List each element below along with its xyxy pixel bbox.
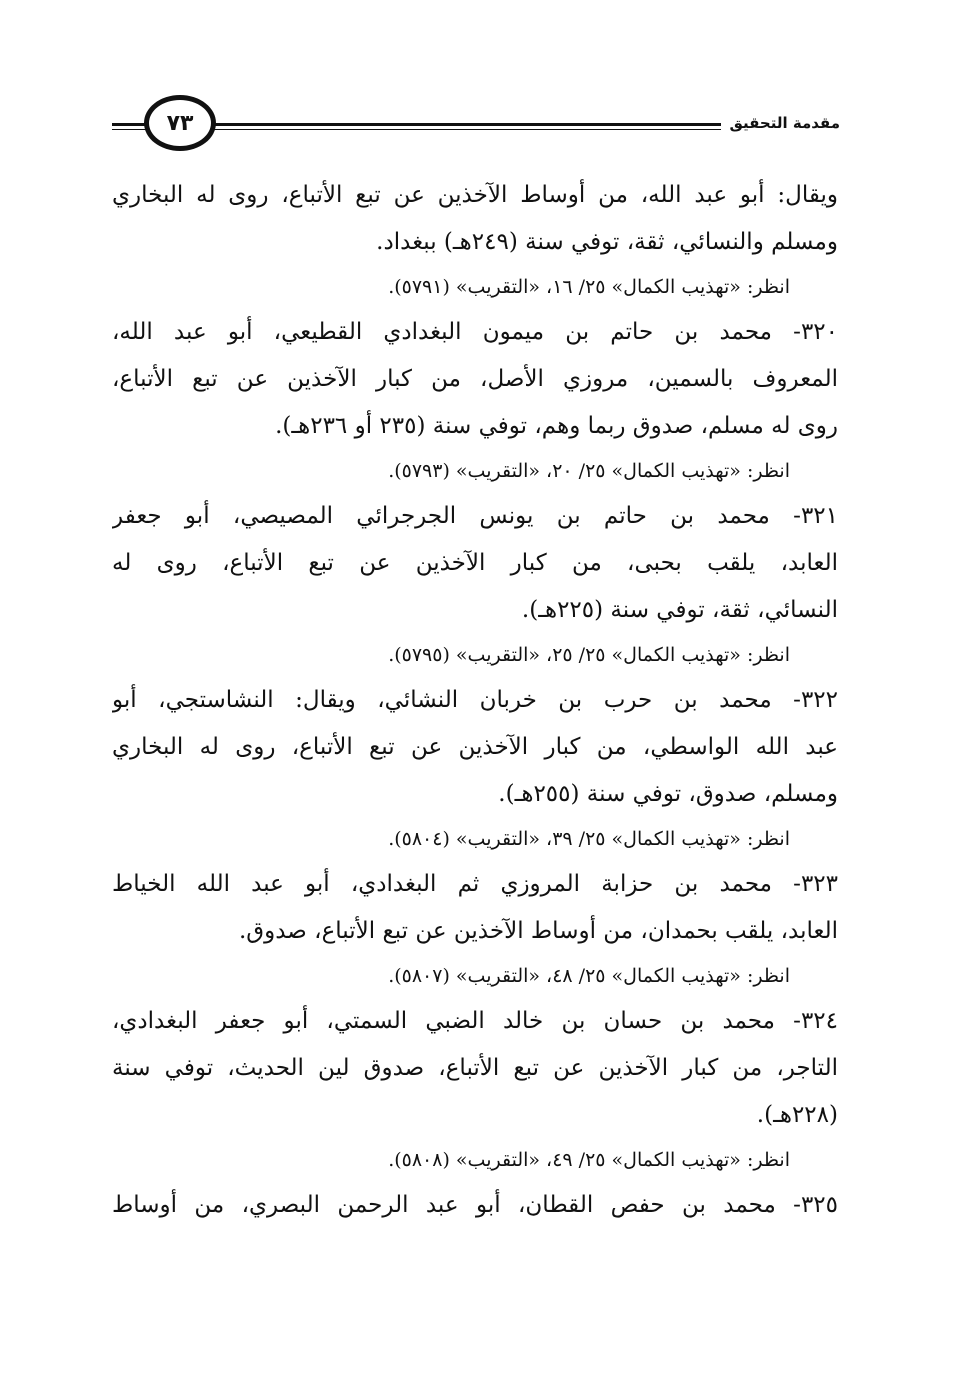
- text-line: (٢٢٨هـ).: [756, 1102, 838, 1128]
- entry-block: [112, 998, 838, 1182]
- reference-line: انظر: «تهذيب الكمال» ٢٥/ ٢٥، «التقريب» (٥٧٩٥).: [388, 644, 790, 666]
- text-line: ٣٢٠- محمد بن حاتم بن ميمون البغدادي القطيعي، أبو عبد الله،: [112, 319, 838, 345]
- text-line: ومسلم، صدوق، توفي سنة (٢٥٥هـ).: [498, 781, 838, 807]
- text-line: ويقال: أبو عبد الله، من أوساط الآخذين عن تبع الأتباع، روى له البخاري: [112, 182, 838, 208]
- reference-line: انظر: «تهذيب الكمال» ٢٥/ ٢٠، «التقريب» (٥٧٩٣).: [388, 460, 790, 482]
- entry-block: [112, 1182, 838, 1229]
- page-number: ٧٣: [144, 95, 216, 151]
- text-line: ٣٢٤- محمد بن حسان بن خالد الضبي السمتي، أبو جعفر البغدادي،: [112, 1008, 838, 1034]
- page-header: [112, 95, 840, 155]
- text-line: المعروف بالسمين، مروزي الأصل، من كبار الآخذين عن تبع الأتباع،: [112, 366, 838, 392]
- page-body: [112, 172, 838, 1229]
- text-line: ٣٢٢- محمد بن حرب بن خربان النشائي، ويقال: النشاستجي، أبو: [112, 687, 838, 713]
- text-line: روى له مسلم، صدوق ربما وهم، توفي سنة (٢٣٥ أو ٢٣٦هـ).: [275, 413, 838, 439]
- reference-line: انظر: «تهذيب الكمال» ٢٥/ ٤٩، «التقريب» (٥٨٠٨).: [388, 1149, 790, 1171]
- reference-line: انظر: «تهذيب الكمال» ٢٥/ ١٦، «التقريب» (٥٧٩١).: [388, 276, 790, 298]
- entry-block: [112, 172, 838, 309]
- text-line: ومسلم والنسائي، ثقة، توفي سنة (٢٤٩هـ) ببغداد.: [376, 229, 838, 255]
- text-line: ٣٢٥- محمد بن حفص القطان، أبو عبد الرحمن البصري، من أوساط: [112, 1192, 838, 1218]
- entry-block: [112, 493, 838, 677]
- reference-line: انظر: «تهذيب الكمال» ٢٥/ ٣٩، «التقريب» (٥٨٠٤).: [388, 828, 790, 850]
- entry-block: [112, 677, 838, 861]
- text-line: عبد الله الواسطي، من كبار الآخذين عن تبع الأتباع، روى له البخاري: [112, 734, 838, 760]
- text-line: ٣٢٣- محمد بن حزابة المروزي ثم البغدادي، أبو عبد الله الخياط: [112, 871, 838, 897]
- running-title: مقدمة التحقيق: [721, 111, 840, 135]
- text-line: ٣٢١- محمد بن حاتم بن يونس الجرجرائي المصيصي، أبو جعفر: [112, 503, 838, 529]
- entry-block: [112, 309, 838, 493]
- text-line: العابد، يلقب بحبى، من كبار الآخذين عن تبع الأتباع، روى له: [112, 550, 838, 576]
- entry-block: [112, 861, 838, 998]
- reference-line: انظر: «تهذيب الكمال» ٢٥/ ٤٨، «التقريب» (٥٨٠٧).: [388, 965, 790, 987]
- text-line: العابد، يلقب بحمدان، من أوساط الآخذين عن تبع الأتباع، صدوق.: [238, 918, 838, 944]
- text-line: التاجر، من كبار الآخذين عن تبع الأتباع، صدوق لين الحديث، توفي سنة: [112, 1055, 838, 1081]
- text-line: النسائي، ثقة، توفي سنة (٢٢٥هـ).: [521, 597, 838, 623]
